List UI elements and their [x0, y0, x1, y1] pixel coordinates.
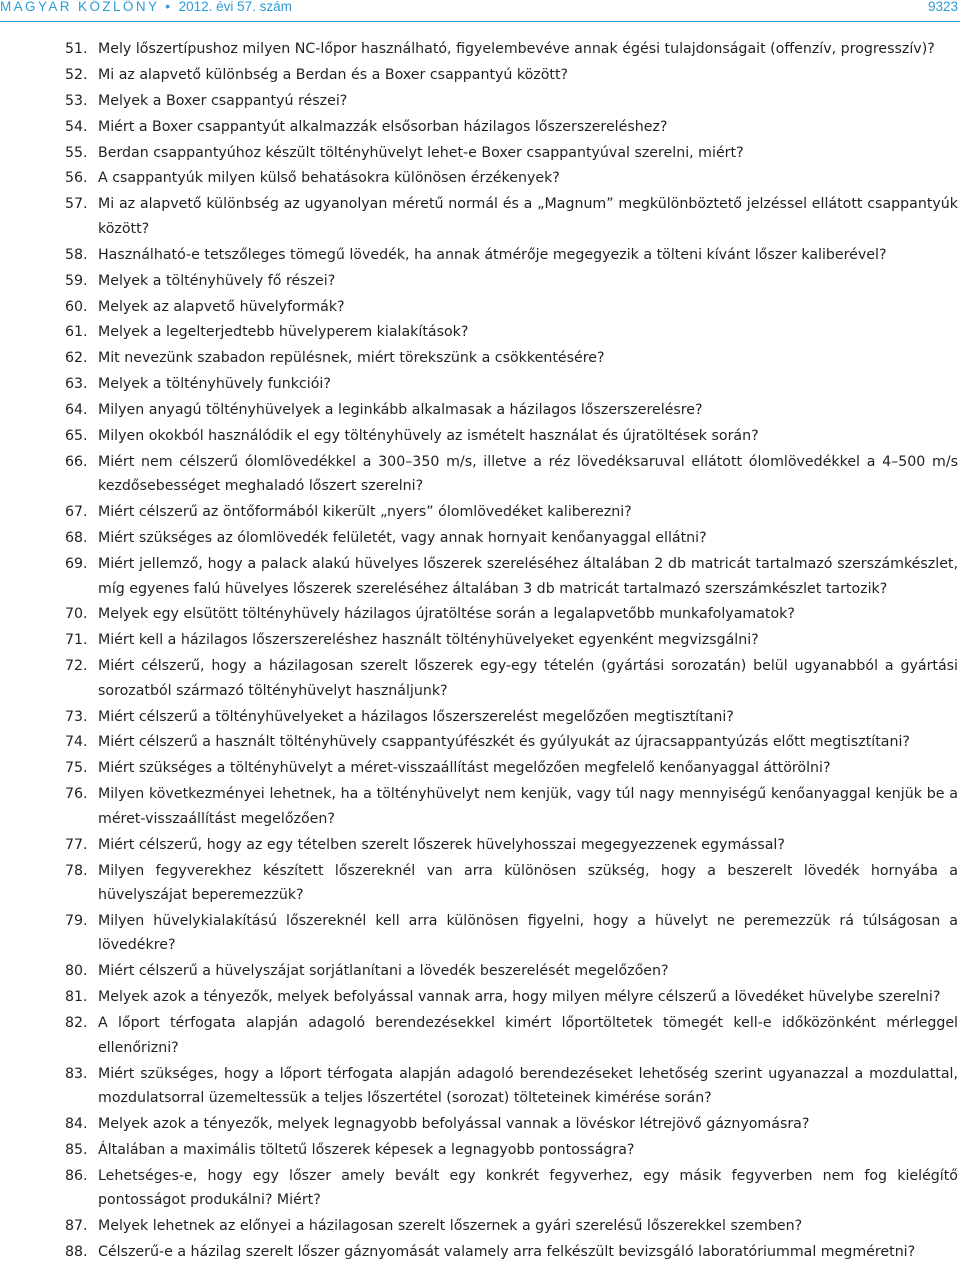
question-number: 78.: [65, 862, 88, 879]
question-text: Miért szükséges a töltényhüvelyt a méret-visszaállítást megelőzően megfelelő kenőanyaggal áttörölni?: [98, 760, 831, 777]
question-text: Mely lőszertípushoz milyen NC-lőpor használható, figyelembevéve annak égési tulajdonságait (offenzív, progresszív)?: [98, 41, 935, 57]
question-item: [0, 37, 960, 62]
question-number: 72.: [65, 658, 88, 675]
question-item: [0, 552, 960, 601]
question-text: Miért célszerű a hüvelyszájat sorjátlanítani a lövedék beszerelését megelőzően?: [98, 963, 669, 980]
question-number: 71.: [65, 632, 88, 649]
question-number: 60.: [65, 298, 88, 315]
question-number: 73.: [65, 708, 88, 725]
question-text: Általában a maximális töltetű lőszerek képesek a legnagyobb pontosságra?: [98, 1141, 635, 1158]
question-item: [0, 1062, 960, 1111]
question-item: [0, 1112, 960, 1137]
question-text: Milyen anyagú töltényhüvelyek a leginkább alkalmasak a házilagos lőszerszerelésre?: [98, 402, 703, 419]
question-number: 80.: [65, 963, 88, 980]
question-text: Milyen okokból használódik el egy töltényhüvely az ismételt használat és újratöltések során?: [98, 427, 759, 444]
question-text: Milyen hüvelykialakítású lőszereknél kell arra különösen figyelni, hogy a hüvelyt ne peremezzük rá túlságosan a lövedékre?: [98, 912, 958, 954]
question-item: [0, 346, 960, 371]
question-item: [0, 166, 960, 191]
question-text: Miért kell a házilagos lőszerszereléshez használt töltényhüvelyeket egyenként megvizsgálni?: [98, 632, 759, 649]
question-number: 87.: [65, 1218, 88, 1235]
question-text: Melyek a legelterjedtebb hüvelyperem kialakítások?: [98, 324, 469, 341]
question-item: [0, 756, 960, 781]
question-text: Miért a Boxer csappantyút alkalmazzák elsősorban házilagos lőszerszereléshez?: [98, 118, 668, 135]
question-number: 76.: [65, 786, 88, 803]
question-number: 58.: [65, 246, 88, 263]
question-number: 66.: [65, 453, 88, 470]
question-text: Miért jellemző, hogy a palack alakú hüvelyes lőszerek szereléséhez általában 2 db matricát tartalmazó szerszámkészlet, míg egyenes falú hüvelyes lőszerek szereléséhez általában 3 db matricát tartalmazó szerszámkészlet tartozik?: [98, 556, 958, 597]
question-text: Mit nevezünk szabadon repülésnek, miért törekszünk a csökkentésére?: [98, 350, 605, 367]
question-item: [0, 1164, 960, 1213]
question-number: 75.: [65, 760, 88, 777]
question-text: Melyek a Boxer csappantyú részei?: [98, 92, 348, 109]
question-list: [0, 37, 960, 1266]
question-item: [0, 398, 960, 423]
question-text: Miért szükséges, hogy a lőport térfogata alapján adagoló berendezéseket lehetőség szerint ugyanazzal a mozdulattal, mozdulatsorral üzemeltessük a teljes lőszertétel (sorozat) tölteteinek kimérése során?: [98, 1065, 958, 1106]
question-number: 85.: [65, 1141, 88, 1158]
question-number: 70.: [65, 606, 88, 623]
question-item: [0, 1011, 960, 1060]
question-number: 59.: [65, 272, 88, 289]
question-item: [0, 859, 960, 908]
question-item: [0, 782, 960, 831]
header-separator: •: [165, 0, 173, 14]
issue-label: 2012. évi 57. szám: [178, 0, 292, 14]
page-number: 9323: [927, 0, 958, 14]
question-text: Miért célszerű, hogy a házilagosan szerelt lőszerek egy-egy tételén (gyártási sorozatán) belül ugyanabból a gyártási sorozatból származó töltényhüvelyt használjunk?: [98, 658, 958, 699]
question-number: 63.: [65, 376, 88, 393]
question-number: 52.: [65, 66, 88, 83]
question-item: [0, 628, 960, 653]
question-number: 88.: [65, 1243, 88, 1260]
question-item: [0, 985, 960, 1010]
question-item: [0, 243, 960, 268]
question-number: 55.: [65, 144, 88, 161]
question-item: [0, 1214, 960, 1239]
page-header: [0, 0, 960, 24]
question-item: [0, 63, 960, 88]
question-text: Melyek lehetnek az előnyei a házilagosan szerelt lőszernek a gyári szerelésű lőszerekkel szemben?: [98, 1218, 803, 1235]
question-number: 51.: [65, 41, 88, 57]
question-number: 57.: [65, 196, 88, 213]
question-text: Mi az alapvető különbség a Berdan és a Boxer csappantyú között?: [98, 66, 569, 83]
question-number: 67.: [65, 504, 88, 521]
question-text: Mi az alapvető különbség az ugyanolyan méretű normál és a „Magnum” megkülönböztető jelzéssel ellátott csappantyúk között?: [98, 196, 958, 237]
question-text: Milyen következményei lehetnek, ha a töltényhüvelyt nem kenjük, vagy túl nagy mennyiségű kenőanyaggal kenjük be a méret-visszaállítást megelőzően?: [98, 786, 958, 827]
question-item: [0, 295, 960, 320]
question-item: [0, 833, 960, 858]
question-text: Miért célszerű a töltényhüvelyeket a házilagos lőszerszerelést megelőzően megtisztítani?: [98, 708, 734, 725]
question-text: Célszerű-e a házilag szerelt lőszer gáznyomását valamely arra felkészült bevizsgáló laboratóriummal megméretni?: [98, 1243, 916, 1260]
question-text: Melyek azok a tényezők, melyek legnagyobb befolyással vannak a lövéskor létrejövő gáznyomásra?: [98, 1115, 810, 1132]
running-header: [0, 0, 292, 14]
question-item: [0, 654, 960, 703]
question-text: A csappantyúk milyen külső behatásokra különösen érzékenyek?: [98, 170, 560, 187]
question-number: 53.: [65, 92, 88, 109]
question-number: 74.: [65, 734, 88, 751]
question-item: [0, 730, 960, 755]
question-text: Lehetséges-e, hogy egy lőszer amely bevált egy konkrét fegyverhez, egy másik fegyverben nem fog kielégítő pontosságot produkálni? Miért?: [98, 1167, 958, 1209]
question-item: [0, 526, 960, 551]
question-number: 64.: [65, 402, 88, 419]
journal-title: MAGYAR KÖZLÖNY: [0, 0, 160, 14]
question-text: Miért nem célszerű ólomlövedékkel a 300–350 m/s, illetve a réz lövedéksaruval ellátott ólomlövedékkel a 4–500 m/s kezdősebességet meghaladó lőszert szerelni?: [98, 453, 958, 495]
question-item: [0, 1138, 960, 1163]
question-item: [0, 909, 960, 958]
question-number: 86.: [65, 1167, 88, 1184]
question-text: Miért célszerű az öntőformából kikerült „nyers” ólomlövedéket kaliberezni?: [98, 504, 632, 521]
question-number: 84.: [65, 1115, 88, 1132]
question-item: [0, 192, 960, 241]
question-item: [0, 269, 960, 294]
question-item: [0, 89, 960, 114]
question-text: Miért célszerű a használt töltényhüvely csappantyúfészkét és gyúlyukát az újracsappantyúzás előtt megtisztítani?: [98, 734, 910, 751]
question-number: 81.: [65, 989, 88, 1006]
question-item: [0, 320, 960, 345]
question-item: [0, 141, 960, 166]
question-text: Berdan csappantyúhoz készült töltényhüvelyt lehet-e Boxer csappantyúval szerelni, miért?: [98, 144, 744, 161]
question-number: 83.: [65, 1065, 88, 1082]
question-text: Melyek a töltényhüvely fő részei?: [98, 272, 336, 289]
question-item: [0, 705, 960, 730]
question-text: Milyen fegyverekhez készített lőszereknél van arra különösen szükség, hogy a beszerelt lövedék hornyába a hüvelyszájat beperemezzük?: [98, 862, 958, 904]
question-number: 61.: [65, 324, 88, 341]
question-text: Melyek azok a tényezők, melyek befolyással vannak arra, hogy milyen mélyre célszerű a lövedéket hüvelybe szerelni?: [98, 989, 941, 1006]
question-number: 56.: [65, 170, 88, 187]
question-number: 82.: [65, 1015, 88, 1032]
header-divider: [0, 21, 960, 22]
question-item: [0, 959, 960, 984]
question-item: [0, 372, 960, 397]
question-number: 68.: [65, 530, 88, 547]
question-item: [0, 602, 960, 627]
question-item: [0, 1240, 960, 1265]
question-item: [0, 115, 960, 140]
question-text: Melyek az alapvető hüvelyformák?: [98, 298, 345, 315]
question-text: Melyek egy elsütött töltényhüvely házilagos újratöltése során a legalapvetőbb munkafolyamatok?: [98, 606, 795, 623]
question-number: 77.: [65, 836, 88, 853]
question-number: 54.: [65, 118, 88, 135]
question-item: [0, 424, 960, 449]
question-text: Használható-e tetszőleges tömegű lövedék, ha annak átmérője megegyezik a tölteni kívánt lőszer kaliberével?: [98, 246, 887, 263]
question-number: 62.: [65, 350, 88, 367]
question-item: [0, 500, 960, 525]
question-text: Miért célszerű, hogy az egy tételben szerelt lőszerek hüvelyhosszai megegyezzenek egymással?: [98, 836, 785, 853]
question-number: 79.: [65, 912, 88, 929]
question-number: 65.: [65, 427, 88, 444]
question-number: 69.: [65, 556, 88, 573]
question-text: Miért szükséges az ólomlövedék felületét, vagy annak hornyait kenőanyaggal ellátni?: [98, 530, 707, 547]
question-item: [0, 450, 960, 499]
question-text: A lőport térfogata alapján adagoló berendezésekkel kimért lőportöltetek tömegét kell-e időközönként mérleggel ellenőrizni?: [98, 1015, 958, 1056]
question-text: Melyek a töltényhüvely funkciói?: [98, 376, 331, 393]
